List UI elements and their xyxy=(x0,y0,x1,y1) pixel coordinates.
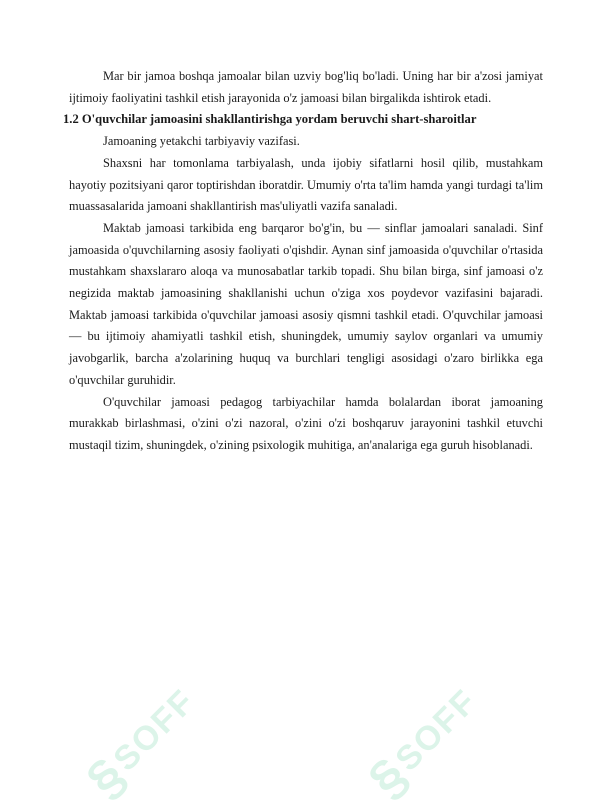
soff-logo-icon: § xyxy=(75,747,138,809)
paragraph-student-team: O'quvchilar jamoasi pedagog tarbiyachilar hamda bolalardan iborat jamoaning murakkab birlashmasi, o'zini o'zi nazoral, o'zini o'zi boshqaruv jarayonini tashkil etuvchi mustaqil tizim, shuningdek, o'zining psixologik muhitiga, an'analariga ega guruh hisoblanadi. xyxy=(69,394,543,452)
document-page xyxy=(63,66,543,457)
watermark-left xyxy=(75,677,208,809)
paragraph-class-team: Maktab jamoasi tarkibida eng barqaror bo'g'in, bu — sinflar jamoalari sanaladi. Sinf jamoasida o'quvchilarning asosiy faoliyati o'qishdir. Aynan sinf jamoasida o'quvchilar o'rtasida mustahkam shaxslararo aloqa va munosabatlar tarkib topadi. Shu bilan birga, sinf jamoasi o'z negizida maktab jamoasining shakllanishi uchun o'ziga xos poydevor vazifasini bajaradi. Maktab jamoasi tarkibida o'quvchilar jamoasi asosiy qismni tashkil etadi. O'quvchilar jamoasi — bu ijtimoiy ahamiyatli tashkil etish, shuningdek, umumiy saylov organlari va umumiy javobgarlik, barcha a'zolarining huquq va burchlari tengligi asosidagi o'zaro birlikka ega o'quvchilar guruhidir. xyxy=(69,220,543,387)
paragraph-intro: Mar bir jamoa boshqa jamoalar bilan uzviy bog'liq bo'ladi. Uning har bir a'zosi jamiyat ijtimoiy faoliyatini tashkil etish jarayonida o'z jamoasi bilan birgalikda ishtirok etadi. xyxy=(69,69,543,105)
watermark-text: SOFF xyxy=(387,681,485,779)
watermark-right xyxy=(357,677,490,809)
paragraph-personality: Shaxsni har tomonlama tarbiyalash, unda ijobiy sifatlarni hosil qilib, mustahkam hayotiy pozitsiyani qaror toptirishdan iboratdir. Umumiy o'rta ta'lim hamda yangi turdagi ta'lim muassasalarida jamoani shakllantirish mas'uliyatli vazifa sanaladi. xyxy=(69,155,543,214)
watermark-text: SOFF xyxy=(105,681,203,779)
paragraph-task: Jamoaning yetakchi tarbiyaviy vazifasi. xyxy=(103,134,300,149)
section-heading: 1.2 O'quvchilar jamoasini shakllantirishga yordam beruvchi shart-sharoitlar xyxy=(63,112,477,127)
soff-logo-icon: § xyxy=(357,747,420,809)
